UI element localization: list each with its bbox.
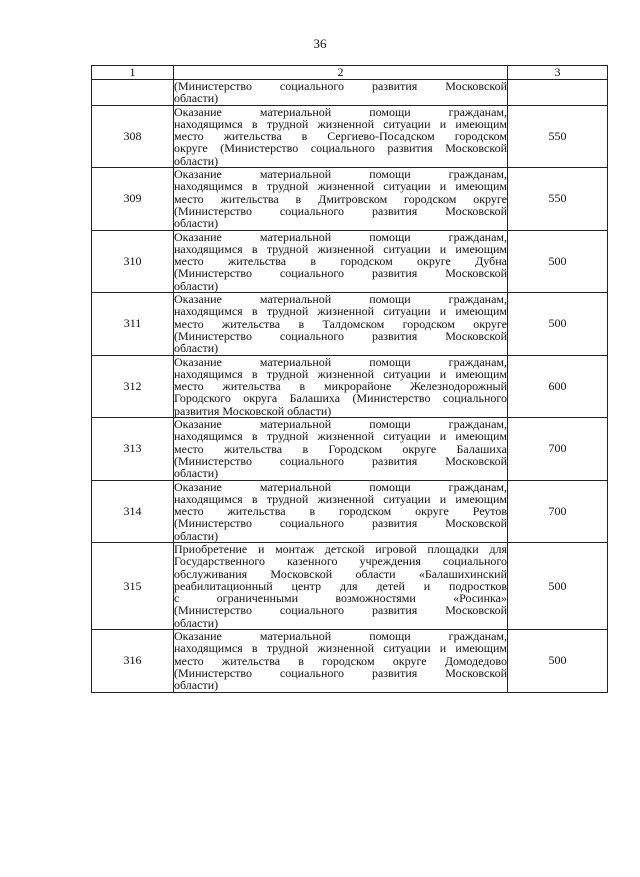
description-line: место жительства в Талдомском городском округе [174,316,507,331]
description-line: (Министерство социального развития Московской [174,79,507,93]
table-row [92,480,608,542]
description-line: Оказание материальной помощи гражданам, [174,479,507,494]
table-row [92,105,608,167]
description-line: находящимся в трудной жизненной ситуации и имеющим [174,116,507,131]
table-row [92,418,608,480]
description-line: (Министерство социального развития Московской [174,603,507,618]
row-number: 315 [92,542,174,629]
appropriations-table [91,65,608,693]
table-row [92,230,608,292]
row-description [174,168,508,230]
description-line: области) [174,341,219,356]
row-amount: 550 [508,168,608,230]
row-number: 312 [92,355,174,417]
row-description [174,418,508,480]
row-amount [508,80,608,106]
description-line: области) [174,216,219,231]
description-line: место жительства в городском округе Реутов [174,504,507,519]
description-line: (Министерство социального развития Московской [174,453,507,468]
description-line: Оказание материальной помощи гражданам, [174,104,507,119]
description-line: (Министерство социального развития Московской [174,203,507,218]
description-line: место жительства в Дмитровском городском округе [174,191,507,206]
description-line: место жительства в городском округе Дубна [174,254,507,269]
description-line: (Министерство социального развития Московской [174,516,507,531]
description-line: Оказание материальной помощи гражданам, [174,629,507,644]
description-line: Государственного казенного учреждения социального [174,554,507,569]
row-amount: 500 [508,230,608,292]
column-header-number: 1 [92,66,174,80]
row-description [174,105,508,167]
description-line: области) [174,278,219,293]
row-number: 308 [92,105,174,167]
description-line: (Министерство социального развития Московской [174,266,507,281]
row-amount: 550 [508,105,608,167]
description-line: Приобретение и монтаж детской игровой площадки для [174,541,507,556]
description-line: реабилитационный центр для детей и подростков [174,578,507,593]
description-line: Оказание материальной помощи гражданам, [174,229,507,244]
row-description [174,480,508,542]
table-row [92,355,608,417]
page-number: 36 [313,36,327,51]
row-number: 311 [92,293,174,355]
row-description [174,630,508,692]
row-number [92,80,174,106]
row-amount: 500 [508,542,608,629]
table-row [92,630,608,692]
row-description [174,542,508,629]
description-line: области) [174,615,219,630]
row-number: 309 [92,168,174,230]
row-description [174,230,508,292]
row-number: 313 [92,418,174,480]
description-line: находящимся в трудной жизненной ситуации и имеющим [174,491,507,506]
description-line: Оказание материальной помощи гражданам, [174,354,507,369]
description-line: место жительства в Городском округе Балашиха [174,441,507,456]
description-line: место жительства в Сергиево-Посадском городском [174,129,507,144]
row-amount: 700 [508,480,608,542]
description-line: развития Московской области) [174,403,332,418]
description-line: находящимся в трудной жизненной ситуации и имеющим [174,304,507,319]
description-line: находящимся в трудной жизненной ситуации и имеющим [174,179,507,194]
description-line: области) [174,153,219,168]
row-description [174,80,508,106]
column-header-description: 2 [174,66,508,80]
description-line: области) [174,678,219,693]
description-line: (Министерство социального развития Московской [174,328,507,343]
table-row [92,80,608,106]
description-line: области) [174,528,219,543]
table-row [92,542,608,629]
description-line: области) [174,91,219,106]
row-number: 310 [92,230,174,292]
row-number: 316 [92,630,174,692]
row-amount: 500 [508,630,608,692]
row-description [174,293,508,355]
description-line: с ограниченными возможностями «Росинка» [174,591,507,606]
row-amount: 700 [508,418,608,480]
description-line: Оказание материальной помощи гражданам, [174,417,507,432]
description-line: округе (Министерство социального развития Московской [174,141,507,156]
description-line: находящимся в трудной жизненной ситуации и имеющим [174,241,507,256]
row-amount: 600 [508,355,608,417]
description-line: место жительства в городском округе Домодедово [174,653,507,668]
description-line: находящимся в трудной жизненной ситуации и имеющим [174,366,507,381]
description-line: (Министерство социального развития Московской [174,665,507,680]
table-row [92,293,608,355]
description-line: Оказание материальной помощи гражданам, [174,292,507,307]
description-line: обслуживания Московской области «Балашихинский [174,566,507,581]
description-line: Городского округа Балашиха (Министерство социального [174,391,507,406]
row-description [174,355,508,417]
table-row [92,168,608,230]
column-header-amount: 3 [508,66,608,80]
row-number: 314 [92,480,174,542]
table-header-row [92,66,608,80]
description-line: место жительства в микрорайоне Железнодорожный [174,379,507,394]
description-line: находящимся в трудной жизненной ситуации и имеющим [174,429,507,444]
description-line: области) [174,466,219,481]
row-amount: 500 [508,293,608,355]
description-line: Оказание материальной помощи гражданам, [174,167,507,182]
description-line: находящимся в трудной жизненной ситуации и имеющим [174,641,507,656]
